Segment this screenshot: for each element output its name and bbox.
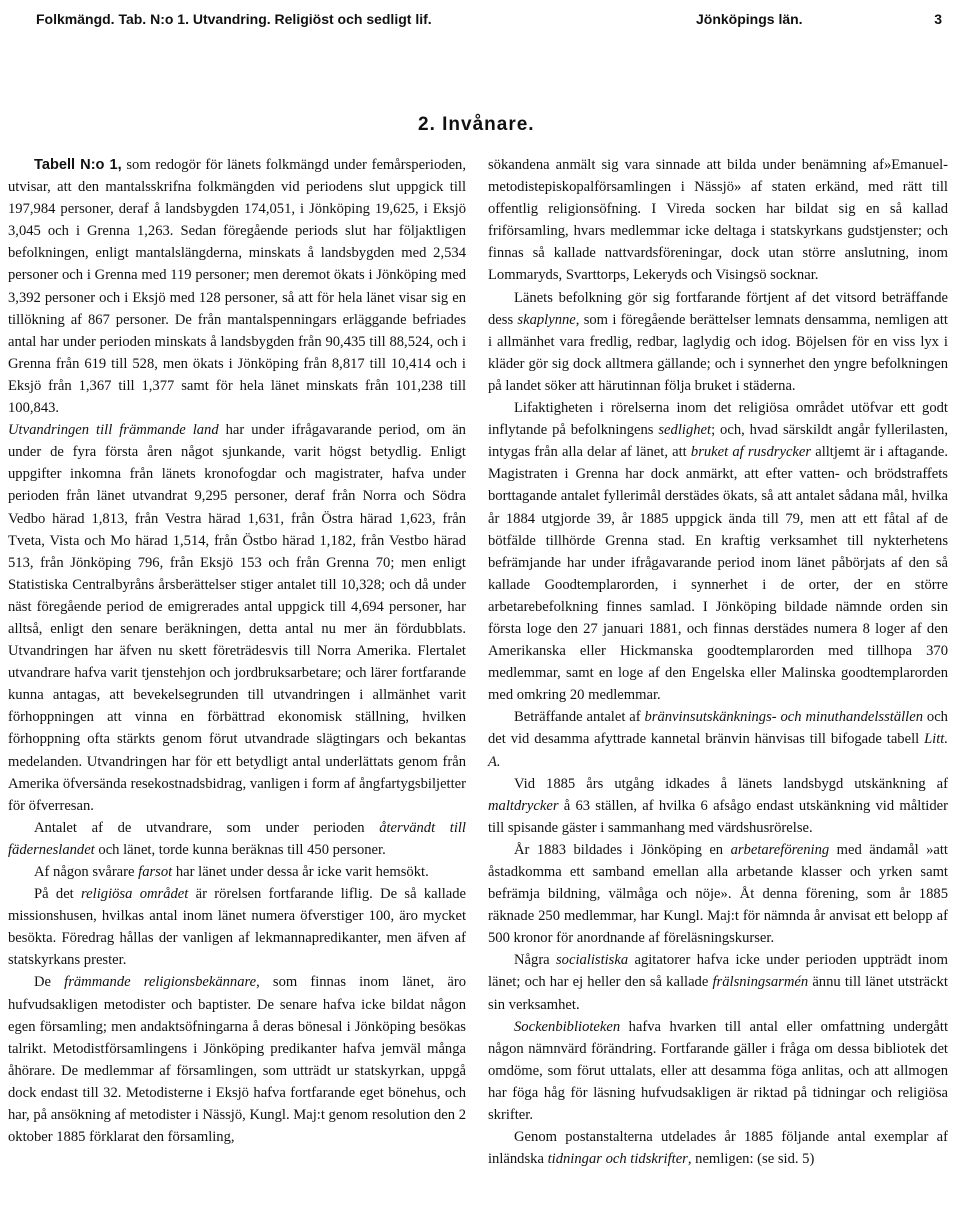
emphasis-text: Sockenbiblioteken [514, 1018, 621, 1035]
left-column [8, 154, 466, 1148]
paragraph-agitators: Några socialistiska agitatorer hafva icke under perioden uppträdt inom länet; och har ej heller den så kallade frälsningsarmén ännu till länet utsträckt sin verksamhet. [488, 952, 948, 1013]
paragraph-character: Länets befolkning gör sig fortfarande förtjent af det vitsord beträffande dess skaplynne, som i föregående berättelser lemnats densamma, nemligen att i allmänhet vara fredlig, redbar, laglydig och idog. Böjelsen för en viss lyx i kläder gör sig dock alltmera gällande; och i synnerhet den yngre befolkningen på landet söker att härutinnan följa bruket i städerna. [488, 289, 948, 394]
emphasis-text: tidningar och tidskrifter [547, 1151, 688, 1168]
emphasis-text: skaplynne [517, 311, 576, 328]
emphasis-text: arbetareförening [730, 841, 830, 858]
emphasis-text: frälsningsarmén [712, 974, 809, 991]
page-number: 3 [934, 11, 942, 27]
paragraph-newspapers: Genom postanstalterna utdelades år 1885 följande antal exemplar af inländska tidningar och tidskrifter, nemligen: (se sid. 5) [488, 1129, 948, 1168]
emphasis-text: främmande religionsbekännare [64, 974, 257, 991]
paragraph-liquor-outlets: Beträffande antalet af bränvinsutskänknings- och minuthandelsställen och det vid desamma afyttrade kannetal bränvin hänvisas till bifogade tabell Litt. A. [488, 709, 948, 770]
emphasis-text: bruket af rusdrycker [690, 444, 812, 461]
paragraph-temperance: Lifaktigheten i rörelserna inom det religiösa området utöfvar ett godt inflytande på befolkningens sedlighet; och, hvad särskildt angår fyllerilasten, intygas från alla delar af länet, att bruket af rusdrycker alltjemt är i aftagande. Magistraten i Grenna har dock anmärkt, att efter vatten- och brödstraffets borttagande antalet fyllerimål derstädes ökats, så att antalet sådana mål, hvilka år 1884 utgjorde 39, år 1885 uppgick ända till 79, men att ett fåtal af de bötfälde tillhörde Grenna stad. En kraftig verksamhet till nykterhetens befrämjande har under ifrågavarande period inom länet påbörjats af den så kallade Goodtemplarorden, i synnerhet i de orter, der en större arbetarebefolkning finnes samlad. I Jönköping bildade nämnde orden sin första loge den 27 januari 1881, och finnas derstädes numera 8 loger af den Amerikanska eller Hickmanska goodtemplarorden med tillhopa 370 medlemmar, samt en loge af den Engelska eller Malinska goodtemplarorden med omkring 20 medlemmar. [488, 400, 949, 704]
right-column [488, 154, 948, 1170]
emphasis-text: socialistiska [555, 952, 629, 969]
paragraph-denominations: De främmande religionsbekännare, som finnas inom länet, äro hufvudsakligen metodister och baptister. De senare hafva icke bildat någon egen församling; men andaktsöfningarna å deras bönesal i Jönköping besökas talrikt. Metodistförsamlingens i Jönköping predikanter hafva jemväl många åhörare. De medlemmar af församlingen, som utträdt ur statskyrkan, uppgå dock endast till 32. Metodisterne i Eksjö hafva fortfarande eget bönehus, och har, på ansökning af metodister i Nässjö, Kungl. Maj:t genom resolution den 2 oktober 1885 förklarat den församling, [8, 974, 466, 1146]
emphasis-text: Litt. A. [488, 731, 948, 770]
paragraph-returned: Antalet af de utvandrare, som under perioden återvändt till fäderneslandet och länet, torde kunna beräknas till 450 personer. [8, 819, 466, 858]
header-county: Jönköpings län. [696, 11, 803, 27]
emphasis-text: återvändt till fäderneslandet [8, 819, 466, 858]
paragraph-congregations: sökandena anmält sig vara sinnade att bilda under benämning af»Emanuel-metodistepiskopalförsamlingen i Nässjö» af staten erkänd, med rätt till offentlig religionsöfning. I Vireda socken har bildat sig en så kallad friförsamling, hvars medlemmar icke deltaga i statskyrkans gudstjenster; och finnas så kallade nattvardsföreningar, dock utan större anslutning, inom Lommaryds, Svarttorps, Lekeryds och Visingsö socknar. [488, 157, 948, 284]
emphasis-text: sedlighet [658, 422, 712, 439]
paragraph-population: Tabell N:o 1, som redogör för länets folkmängd under femårsperioden, utvisar, att den mantalsskrifna folkmängden vid periodens slut uppgick till 197,984 personer, deraf å landsbygden 174,051, i Jönköping 19,625, i Eksjö 3,045 och i Grenna 1,263. Sedan föregående periods slut har följaktligen befolkningen, enligt mantalslängderna, minskats å landsbygden med 2,534 personer och i Grenna med 119 personer; men deremot ökats i Jönköping med 3,392 personer och i Eksjö med 128 personer, så att för hela länet visar sig en tillökning af 867 personer. De från mantalspenningars erläggande befriades antal har under perioden minskats å landsbygden från 90,435 till 88,524, och i Grenna från 619 till 528, men ökats i Jönköping från 8,817 till 10,414 och i Eksjö från 1,367 till 1,377 samt för hela länet minskats från 101,238 till 100,843. [8, 157, 466, 417]
emphasis-text: maltdrycker [488, 797, 559, 814]
paragraph-epidemic: Af någon svårare farsot har länet under dessa år icke varit hemsökt. [34, 864, 429, 880]
emphasis-text: farsot [138, 864, 173, 880]
header-section-title: Folkmängd. Tab. N:o 1. Utvandring. Religiöst och sedligt lif. [36, 11, 432, 27]
paragraph-malt-drinks: Vid 1885 års utgång idkades å länets landsbygd utskänkning af maltdrycker å 63 ställen, af hvilka 6 afsågo endast utskänkning vid måltider till spisande gäster i sammanhang med värdshusrörelse. [488, 775, 948, 836]
emphasis-text: Utvandringen till främmande land [8, 422, 219, 439]
table-reference: Tabell N:o 1, [34, 157, 122, 173]
paragraph-religion: På det religiösa området är rörelsen fortfarande liflig. De så kallade missionshusen, hvilkas antal inom länet numera öfverstiger 100, äro mycket besökta. Föredrag hållas der vanligen af lekmannapredikanter, men äfven af statskyrkans prester. [8, 886, 467, 969]
emphasis-text: religiösa området [81, 886, 189, 903]
section-heading: 2. Invånare. [418, 114, 535, 135]
running-header [36, 6, 942, 32]
paragraph-workers-association: År 1883 bildades i Jönköping en arbetareförening med ändamål »att åstadkomma ett samband emellan alla arbetande klasser och yrken samt befrämja bildning, välmåga och nöje». Åt denna förening, som år 1885 räknade 250 medlemmar, har Kungl. Maj:t för nämnda år anvisat ett belopp af 500 kronor för anordnande af föreläsningskurser. [488, 841, 948, 947]
paragraph-libraries: Sockenbiblioteken hafva hvarken till antal eller omfattning undergått någon nämnvärd förändring. Fortfarande gäller i fråga om dessa bibliotek det omdöme, som förut uttalats, eller att desamma föga anlitas, och att allmogen har föga håg för läsning hufvudsakligen är riktad på tidningar och religiösa skrifter. [488, 1018, 948, 1124]
emphasis-text: bränvinsutskänknings- och minuthandelsställen [644, 709, 924, 726]
paragraph-emigration: Utvandringen till främmande land har under ifrågavarande period, om än under de fyra första åren något sjunkande, varit högst betydlig. Enligt uppgifter inkomna från länets kronofogdar och magistrater, hafva under perioden från länet utvandrat 9,295 personer, deraf från Norra och Södra Vedbo härad 1,813, från Vestra härad 1,631, från Östra härad 1,623, från Tveta, Vista och Mo härad 1,514, från Östbo härad 1,182, från Vestbo härad 513, från Jönköping 796, från Eksjö 153 och från Grenna 70; men enligt Statistiska Centralbyråns årsberättelser stiger antalet till 10,328; och då under näst föregående period de emigrerades antal uppgick till 4,694 personer, har alltså, enligt den senare beräkningen, detta antal nu mer än fördubblats. Utvandringen har äfven nu skett företrädesvis till Norra Amerika. Flertalet utvandrare hafva varit tjenstehjon och jordbruksarbetare; och lärer fortfarande kunna antagas, att bevekelsegrunden till utvandringen i allmänhet varit förhoppningen att vinna en förbättrad ekonomisk ställning, hvilken förhoppning ofta stärkts genom förut utvandrade slägtingars och bekantas medelanden. Utvandringen har för ett betydligt antal underlättats genom från Amerika öfversända resekostnadsbidrag, vanligen i form af ångfartygsbiljetter för öfverresan. [8, 422, 466, 814]
